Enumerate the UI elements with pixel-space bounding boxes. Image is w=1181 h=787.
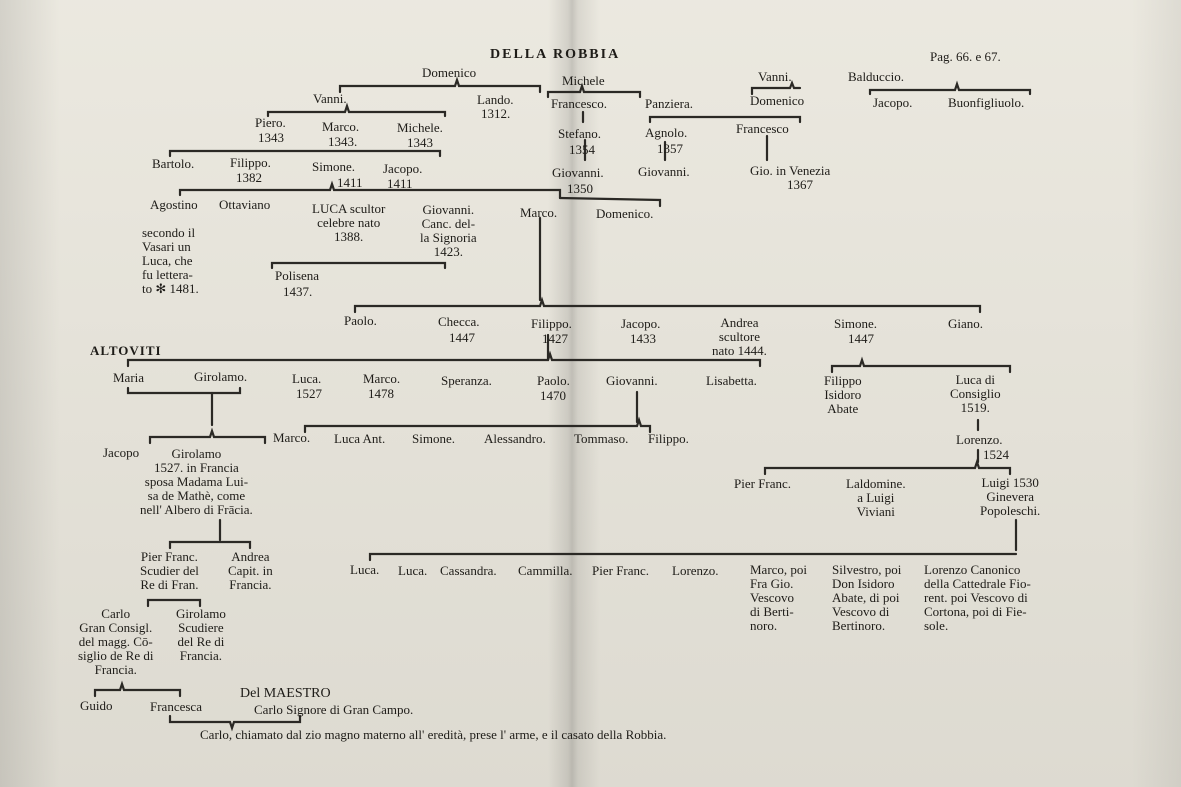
person-carlo-footer: Carlo, chiamato dal zio magno materno all' eredità, prese l' arme, e il casato della Robbia. <box>200 727 667 742</box>
person-gio-venezia-year: 1367 <box>787 177 813 192</box>
person-filippo-year: 1382 <box>236 170 262 185</box>
person-piero: Piero. <box>255 115 286 130</box>
person-lorenzo-gen8-year: 1524 <box>983 447 1009 462</box>
connector-lorenzo-children <box>765 462 1010 474</box>
connector-marco-children-row6 <box>355 300 980 312</box>
person-girolamo: Girolamo. <box>194 369 248 384</box>
person-lorenzo-gen10: Lorenzo. <box>672 563 719 578</box>
person-paolo: Paolo. <box>344 313 377 328</box>
person-balduccio: Balduccio. <box>848 69 904 84</box>
connector-vanni-children <box>268 106 445 116</box>
person-michele-son: Michele. <box>397 120 443 135</box>
person-vanni-right: Vanni. <box>758 69 792 84</box>
person-agnolo-year: 1357 <box>657 141 683 156</box>
person-vanni: Vanni. <box>313 91 347 106</box>
person-marco-gen8: Marco. <box>273 430 311 445</box>
person-pier-franc-gen10: Pier Franc. <box>592 563 650 578</box>
person-paolo-gen7-year: 1470 <box>540 388 566 403</box>
person-girolamo-francia: Girolamo 1527. in Francia sposa Madama Lui- sa de Mathè, come nell' Albero di Frācia. <box>140 446 253 517</box>
person-giovanni-gen7: Giovanni. <box>606 373 658 388</box>
person-carlo-gran-consigl: Carlo Gran Consigl. del magg. Cō- siglio de Re di Francia. <box>78 606 154 677</box>
person-luca-scultor: LUCA scultor celebre nato 1388. <box>312 201 386 244</box>
person-michele: Michele <box>562 73 605 88</box>
person-stefano-year: 1354 <box>569 142 595 157</box>
person-laldomine: Laldomine. a Luigi Viviani <box>846 476 906 519</box>
person-paolo-gen7: Paolo. <box>537 373 570 388</box>
person-lando-year: 1312. <box>481 106 511 121</box>
connector-simone-sons <box>832 360 1010 372</box>
person-jacopo-altoviti: Jacopo <box>103 445 140 460</box>
person-marco-gen7-year: 1478 <box>368 386 394 401</box>
person-marco-year: 1343. <box>328 134 358 149</box>
person-alessandro: Alessandro. <box>484 431 546 446</box>
person-luca-gen10: Luca. <box>350 562 380 577</box>
person-buonfigliuolo: Buonfigliuolo. <box>948 95 1025 110</box>
person-bartolo: Bartolo. <box>152 156 195 171</box>
connector-domenico <box>340 80 540 92</box>
person-domenico: Domenico <box>422 65 477 80</box>
person-checca: Checca. <box>438 314 480 329</box>
person-checca-year: 1447 <box>449 330 475 345</box>
person-michele-year: 1343 <box>407 135 433 150</box>
person-domenico-gen5: Domenico. <box>596 206 654 221</box>
person-andrea-scultore: Andrea scultore nato 1444. <box>712 315 767 358</box>
person-stefano: Stefano. <box>558 126 601 141</box>
person-guido: Guido <box>80 698 113 713</box>
person-lorenzo-gen8: Lorenzo. <box>956 432 1003 447</box>
person-filippo-gen6-year: 1427 <box>542 331 568 346</box>
person-carlo-signore: Carlo Signore di Gran Campo. <box>254 702 414 717</box>
connector-luigi-children <box>370 554 1016 560</box>
person-jacopo-gen6: Jacopo. <box>621 316 661 331</box>
person-gio-venezia: Gio. in Venezia <box>750 163 831 178</box>
person-speranza: Speranza. <box>441 373 492 388</box>
person-luca-gen7-year: 1527 <box>296 386 322 401</box>
person-luigi: Luigi 1530 Ginevera Popoleschi. <box>980 475 1041 518</box>
person-silvestro: Silvestro, poi Don Isidoro Abate, di poi Vescovo di Bertinoro. <box>832 562 902 633</box>
person-francesca: Francesca <box>150 699 202 714</box>
person-simone-gen6-year: 1447 <box>848 331 874 346</box>
person-cassandra: Cassandra. <box>440 563 497 578</box>
agostino-note: secondo il Vasari un Luca, che fu lettera- to ✻ 1481. <box>142 225 199 296</box>
person-luca-di-consiglio: Luca di Consiglio 1519. <box>950 372 1001 415</box>
person-simone: Simone. <box>312 159 355 174</box>
family-altoviti: ALTOVITI <box>90 343 162 358</box>
person-simone-gen8: Simone. <box>412 431 455 446</box>
person-lisabetta: Lisabetta. <box>706 373 757 388</box>
person-polisena-year: 1437. <box>283 284 313 299</box>
person-agostino: Agostino <box>150 197 198 212</box>
connector-balduccio <box>870 84 1030 94</box>
connector-simone-children <box>180 184 560 198</box>
person-simone-year: 1411 <box>337 175 363 190</box>
person-marco-gen5: Marco. <box>520 205 558 220</box>
person-francesco-panziera: Francesco <box>736 121 789 136</box>
connector-filippo-children <box>128 354 760 366</box>
connector-marco-children <box>170 151 440 156</box>
person-luca2-gen10: Luca. <box>398 563 428 578</box>
person-luca-ant: Luca Ant. <box>334 431 386 446</box>
person-ottaviano: Ottaviano <box>219 197 271 212</box>
person-filippo-isidoro: Filippo Isidoro Abate <box>824 373 862 416</box>
person-giano: Giano. <box>948 316 984 331</box>
person-marco: Marco. <box>322 119 360 134</box>
person-agnolo: Agnolo. <box>645 125 688 140</box>
person-lando: Lando. <box>477 92 514 107</box>
person-simone-gen6: Simone. <box>834 316 877 331</box>
person-giovanni: Giovanni. <box>552 165 604 180</box>
person-filippo-gen6: Filippo. <box>531 316 572 331</box>
person-filippo-gen8: Filippo. <box>648 431 689 446</box>
person-marco-fra-gio: Marco, poi Fra Gio. Vescovo di Berti- noro. <box>750 562 808 633</box>
person-pier-franc-scudier: Pier Franc. Scudier del Re di Fran. <box>140 549 199 592</box>
person-marco-gen7: Marco. <box>363 371 401 386</box>
person-giovanni-canc: Giovanni. Canc. del- la Signoria 1423. <box>420 202 477 259</box>
person-lorenzo-canonico: Lorenzo Canonico della Cattedrale Fio- rent. poi Vescovo di Cortona, poi di Fie- sole. <box>924 562 1031 633</box>
person-jacopo-gen6-year: 1433 <box>630 331 656 346</box>
person-panziera: Panziera. <box>645 96 694 111</box>
person-filippo: Filippo. <box>230 155 271 170</box>
person-jacopo-balduccio: Jacopo. <box>873 95 913 110</box>
person-pier-franc-gen9: Pier Franc. <box>734 476 792 491</box>
person-maria: Maria <box>113 370 145 385</box>
person-andrea-capit: Andrea Capit. in Francia. <box>228 549 273 592</box>
person-jacopo-year: 1411 <box>387 176 413 191</box>
person-giovanni-agnolo: Giovanni. <box>638 164 690 179</box>
person-francesco: Francesco. <box>551 96 607 111</box>
person-luca-gen7: Luca. <box>292 371 322 386</box>
person-jacopo: Jacopo. <box>383 161 423 176</box>
person-polisena: Polisena <box>275 268 320 283</box>
person-piero-year: 1343 <box>258 130 284 145</box>
person-giovanni-year: 1350 <box>567 181 593 196</box>
person-domenico-right: Domenico <box>750 93 805 108</box>
person-cammilla: Cammilla. <box>518 563 573 578</box>
page-number: Pag. 66. e 67. <box>930 49 1001 64</box>
page-title: DELLA ROBBIA <box>490 47 621 62</box>
label-del-maestro: Del MAESTRO <box>240 686 331 701</box>
person-girolamo-scudiere: Girolamo Scudiere del Re di Francia. <box>176 606 226 663</box>
person-tommaso: Tommaso. <box>574 431 629 446</box>
